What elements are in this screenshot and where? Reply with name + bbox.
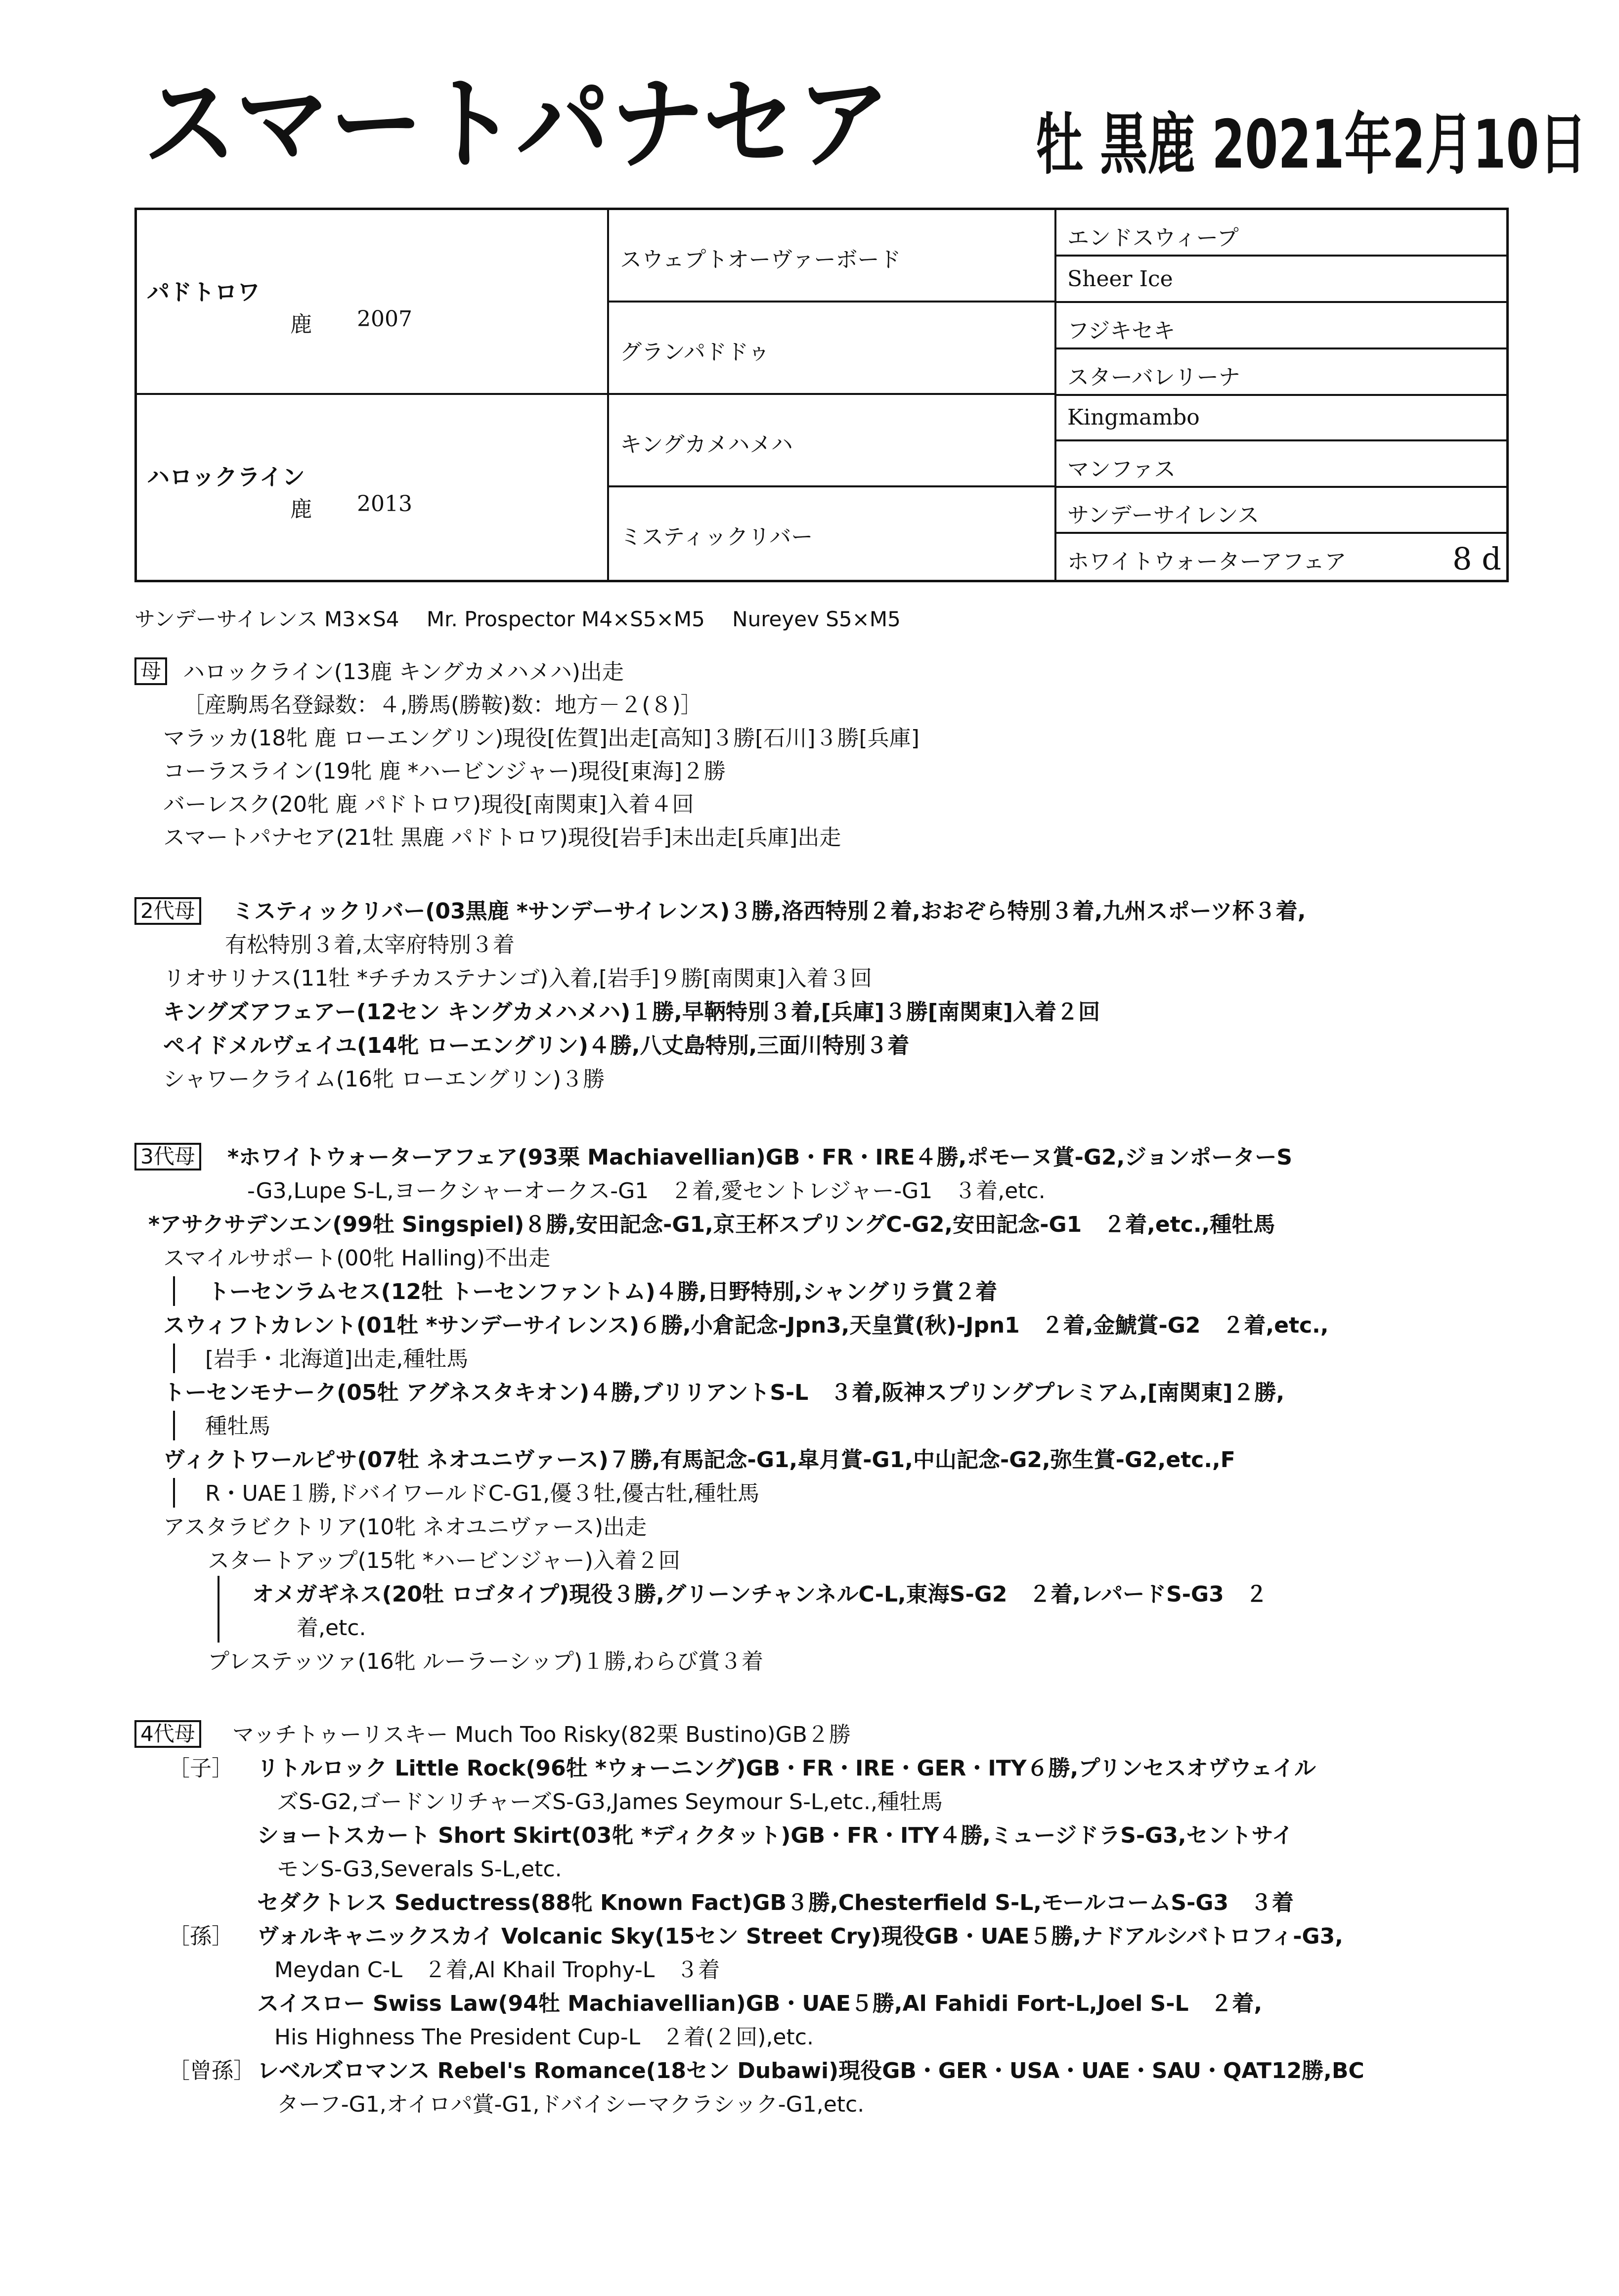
horse-sex-color-birthdate: 牡 黒鹿 2021年2月10日 bbox=[1036, 106, 1587, 183]
lineage-bar bbox=[173, 1478, 175, 1508]
grandparent-cell: スウェプトオーヴァーボード bbox=[609, 210, 1056, 303]
grandparent-cell: グランパドドゥ bbox=[609, 303, 1056, 395]
second-dam-line: ペイドメルヴェイユ(14牝 ローエングリン)４勝,八丈島特別,三面川特別３着 bbox=[163, 1033, 910, 1058]
sire-year: 2007 bbox=[357, 306, 412, 332]
second-dam-line: シャワークライム(16牝 ローエングリン)３勝 bbox=[163, 1067, 605, 1092]
second-dam-line: ミスティックリバー(03黒鹿 *サンデーサイレンス)３勝,洛西特別２着,おおぞら特別３着,九州スポーツ杯３着, bbox=[232, 899, 1306, 924]
section-label-third-dam: 3代母 bbox=[134, 1143, 201, 1170]
third-dam-line: ヴィクトワールピサ(07牡 ネオユニヴァース)７勝,有馬記念-G1,皐月賞-G1,中山記念-G2,弥生賞-G2,etc.,F bbox=[163, 1447, 1235, 1473]
third-dam-line: アスタラビクトリア(10牝 ネオユニヴァース)出走 bbox=[163, 1515, 647, 1540]
grandparent-cell: ミスティックリバー bbox=[609, 487, 1056, 580]
grandparent-cell: キングカメハメハ bbox=[609, 395, 1056, 487]
lineage-bar bbox=[173, 1343, 175, 1373]
third-dam-line: オメガギネス(20牡 ロゴタイプ)現役３勝,グリーンチャンネルC-L,東海S-G2 ２着,レパードS-G3 ２ bbox=[252, 1582, 1268, 1607]
inbreeding-code: 8 d bbox=[1452, 541, 1501, 577]
third-dam-line: プレステッツァ(16牝 ルーラーシップ)１勝,わらび賞３着 bbox=[208, 1649, 764, 1674]
third-dam-line: スタートアップ(15牝 *ハービンジャー)入着２回 bbox=[208, 1548, 680, 1573]
section-label-fourth-dam: 4代母 bbox=[134, 1720, 201, 1748]
dam-line: スマートパナセア(21牡 黒鹿 パドトロワ)現役[岩手]未出走[兵庫]出走 bbox=[163, 825, 841, 850]
fourth-dam-line: ショートスカート Short Skirt(03牝 *ディクタット)GB・FR・ITY４勝,ミュージドラS-G3,セントサイ bbox=[257, 1823, 1294, 1848]
dam-year: 2013 bbox=[357, 491, 412, 517]
third-dam-line: スマイルサポート(00牝 Halling)不出走 bbox=[163, 1246, 551, 1271]
fourth-dam-line: モンS-G3,Severals S-L,etc. bbox=[277, 1857, 562, 1882]
fourth-dam-line: セダクトレス Seductress(88牝 Known Fact)GB３勝,Chesterfield S-L,モールコームS-G3 ３着 bbox=[257, 1890, 1294, 1915]
second-dam-line: リオサリナス(11牡 *チチカステナンゴ)入着,[岩手]９勝[南関東]入着３回 bbox=[163, 966, 872, 991]
dam-color: 鹿 bbox=[290, 497, 312, 522]
great-grandparent-cell: スターバレリーナ bbox=[1056, 349, 1506, 396]
fourth-dam-line: ターフ-G1,オイロパ賞-G1,ドバイシーマクラシック-G1,etc. bbox=[277, 2092, 865, 2117]
dam-name: ハロックライン bbox=[147, 464, 305, 490]
dam-line: コーラスライン(19牝 鹿 *ハービンジャー)現役[東海]２勝 bbox=[163, 759, 726, 784]
third-dam-line: R・UAE１勝,ドバイワールドC-G1,優３牡,優古牡,種牡馬 bbox=[205, 1481, 760, 1506]
sire-color: 鹿 bbox=[290, 312, 312, 337]
fourth-dam-line: Meydan C-L ２着,Al Khail Trophy-L ３着 bbox=[274, 1957, 720, 1983]
fourth-dam-line: ヴォルキャニックスカイ Volcanic Sky(15セン Street Cry)現役GB・UAE５勝,ナドアルシバトロフィ-G3, bbox=[257, 1924, 1344, 1949]
third-dam-line: 種牡馬 bbox=[205, 1414, 270, 1439]
section-label-second-dam: 2代母 bbox=[134, 897, 201, 925]
second-dam-line: キングズアフェアー(12セン キングカメハメハ)１勝,早鞆特別３着,[兵庫]３勝[南関東]入着２回 bbox=[163, 999, 1100, 1025]
great-grandparent-cell: エンドスウィープ bbox=[1056, 210, 1506, 257]
fourth-dam-line: レベルズロマンス Rebel's Romance(18セン Dubawi)現役GB・GER・USA・UAE・SAU・QAT12勝,BC bbox=[257, 2058, 1364, 2083]
third-dam-line: *アサクサデンエン(99牡 Singspiel)８勝,安田記念-G1,京王杯スプリングC-G2,安田記念-G1 ２着,etc.,種牡馬 bbox=[148, 1212, 1275, 1237]
generation-tag-child: ［子］ bbox=[168, 1756, 233, 1781]
great-grandparent-cell: フジキセキ bbox=[1056, 303, 1506, 349]
great-grandparent-cell: サンデーサイレンス bbox=[1056, 487, 1506, 534]
great-grandparent-cell: Sheer Ice bbox=[1056, 257, 1506, 303]
third-dam-line: トーセンラムセス(12牡 トーセンファントム)４勝,日野特別,シャングリラ賞２着 bbox=[208, 1279, 998, 1304]
fourth-dam-line: ズS-G2,ゴードンリチャーズS-G3,James Seymour S-L,etc.,種牡馬 bbox=[277, 1789, 943, 1815]
sire-cell bbox=[137, 210, 609, 395]
dam-line: マラッカ(18牝 鹿 ローエングリン)現役[佐賀]出走[高知]３勝[石川]３勝[兵庫] bbox=[163, 726, 919, 751]
dam-line: ハロックライン(13鹿 キングカメハメハ)出走 bbox=[183, 659, 624, 685]
lineage-bar bbox=[173, 1276, 175, 1306]
sire-name: パドトロワ bbox=[147, 279, 261, 305]
generation-tag-great-grandchild: ［曾孫］ bbox=[168, 2058, 255, 2083]
third-dam-line: トーセンモナーク(05牡 アグネスタキオン)４勝,ブリリアントS-L ３着,阪神スプリングプレミアム,[南関東]２勝, bbox=[163, 1380, 1285, 1405]
section-label-dam: 母 bbox=[134, 657, 167, 685]
lineage-bar bbox=[218, 1576, 219, 1643]
third-dam-line: 着,etc. bbox=[297, 1615, 366, 1641]
fourth-dam-line: His Highness The President Cup-L ２着(２回),etc. bbox=[274, 2025, 814, 2050]
horse-name: スマートパナセア bbox=[143, 66, 891, 183]
lineage-bar bbox=[173, 1411, 175, 1440]
great-grandparent-cell: ホワイトウォーターアフェア 8 d bbox=[1067, 541, 1501, 577]
third-dam-line: *ホワイトウォーターアフェア(93栗 Machiavellian)GB・FR・IRE４勝,ポモーヌ賞-G2,ジョンポーターS bbox=[227, 1145, 1293, 1170]
generation-tag-grandchild: ［孫］ bbox=[168, 1924, 233, 1949]
third-dam-line: スウィフトカレント(01牡 *サンデーサイレンス)６勝,小倉記念-Jpn3,天皇賞(秋)-Jpn1 ２着,金鯱賞-G2 ２着,etc., bbox=[163, 1313, 1329, 1338]
inbreeding-note: サンデーサイレンス M3×S4 Mr. Prospector M4×S5×M5 Nureyev S5×M5 bbox=[134, 607, 901, 631]
fourth-dam-line: リトルロック Little Rock(96牡 *ウォーニング)GB・FR・IRE・GER・ITY６勝,プリンセスオヴウェイル bbox=[257, 1756, 1316, 1781]
third-dam-line: [岩手・北海道]出走,種牡馬 bbox=[205, 1346, 469, 1372]
third-dam-line: -G3,Lupe S-L,ヨークシャーオークス-G1 ２着,愛セントレジャー-G1 ３着,etc. bbox=[247, 1178, 1046, 1204]
great-grandparent-cell: マンファス bbox=[1056, 441, 1506, 488]
fourth-dam-line: マッチトゥーリスキー Much Too Risky(82栗 Bustino)GB２勝 bbox=[232, 1722, 851, 1747]
fourth-dam-line: スイスロー Swiss Law(94牡 Machiavellian)GB・UAE５勝,Al Fahidi Fort-L,Joel S-L ２着, bbox=[257, 1991, 1263, 2016]
great-grandparent-cell: Kingmambo bbox=[1056, 395, 1506, 441]
pedigree-table bbox=[134, 208, 1509, 582]
dam-cell bbox=[137, 395, 609, 580]
dam-line: ［産駒馬名登録数：４,勝馬(勝鞍)数：地方－２(８)］ bbox=[183, 693, 702, 718]
dam-line: バーレスク(20牝 鹿 パドトロワ)現役[南関東]入着４回 bbox=[163, 792, 694, 817]
second-dam-line: 有松特別３着,太宰府特別３着 bbox=[225, 932, 515, 957]
